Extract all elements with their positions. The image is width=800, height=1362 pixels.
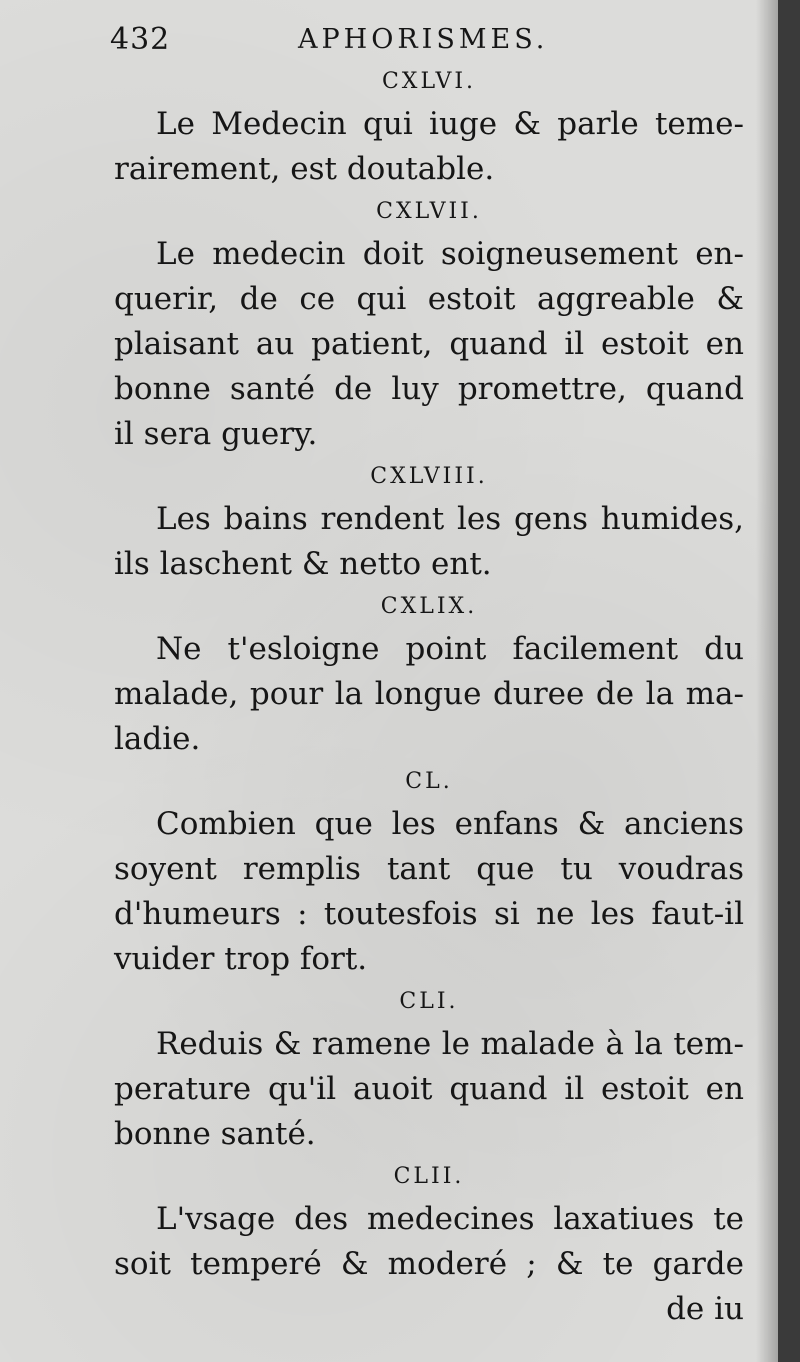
text-line: d'humeurs : toutesfois si ne les faut-il [114,896,744,932]
aphorism-cl [114,762,744,982]
aphorism-cxlvii [114,192,744,457]
text-line: perature qu'il auoit quand il estoit en [114,1071,744,1107]
aphorism-cxlvi [114,62,744,192]
text-line: Ne t'esloigne point facilement du [156,631,744,667]
text-line: soyent remplis tant que tu voudras [114,851,744,887]
aphorism-number: CLII. [393,1164,465,1189]
text-line: Combien que les enfans & anciens [156,806,744,842]
text-line: bonne santé. [114,1116,316,1152]
text-line: Le medecin doit soigneusement en- [156,236,744,272]
aphorism-number: CXLVII. [376,199,482,224]
text-line: Reduis & ramene le malade à la tem- [156,1026,744,1062]
text-line: ladie. [114,721,201,757]
aphorism-number: CL. [405,769,453,794]
text-line: soit temperé & moderé ; & te garde [114,1246,744,1282]
text-line: rairement, est doutable. [114,151,495,187]
text-line: ils laschent & netto ent. [114,546,492,582]
page-edge-shadow [756,0,778,1362]
aphorism-cli [114,982,744,1157]
text-line: Les bains rendent les gens humides, [156,501,744,537]
aphorism-number: CLI. [399,989,459,1014]
aphorism-cxlix [114,587,744,762]
page-number: 432 [110,22,171,57]
aphorism-number: CXLVI. [381,69,477,94]
running-head [110,22,750,62]
text-line: bonne santé de luy promettre, quand [114,371,744,407]
text-line: querir, de ce qui estoit aggreable & [114,281,744,317]
catchword: de iu [666,1291,744,1327]
running-title: APHORISMES. [298,24,549,55]
text-line: il sera guery. [114,416,318,452]
text-line: L'vsage des medecines laxatiues te [156,1201,744,1237]
text-line: vuider trop fort. [114,941,368,977]
aphorism-number: CXLIX. [380,594,478,619]
page-text [114,62,744,1332]
text-line: plaisant au patient, quand il estoit en [114,326,744,362]
aphorism-number: CXLVIII. [370,464,488,489]
aphorism-cxlviii [114,457,744,587]
aphorism-clii [114,1157,744,1287]
text-line: malade, pour la longue duree de la ma- [114,676,744,712]
text-line: Le Medecin qui iuge & parle teme- [156,106,744,142]
